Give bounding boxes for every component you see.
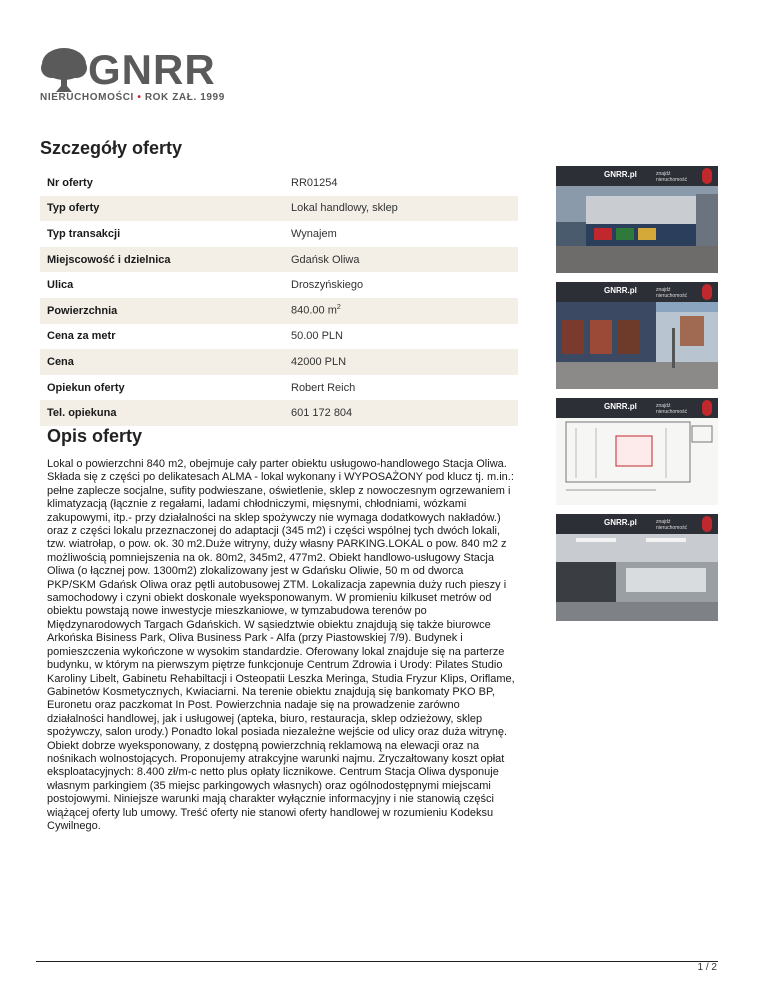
details-value bbox=[284, 272, 518, 298]
tagline-right: ROK ZAŁ. 1999 bbox=[144, 92, 225, 103]
details-row bbox=[40, 272, 518, 298]
details-value-sup: 2 bbox=[336, 304, 341, 312]
details-row bbox=[40, 324, 518, 350]
details-value bbox=[284, 170, 518, 196]
photo-gallery bbox=[556, 166, 718, 630]
photo-shop-interior[interactable] bbox=[556, 514, 718, 621]
company-logo bbox=[38, 46, 228, 108]
details-row bbox=[40, 298, 518, 324]
details-row bbox=[40, 400, 518, 426]
location-pin-icon bbox=[702, 168, 712, 184]
photo-brand: GNRR.pl bbox=[604, 170, 637, 179]
details-value-text: Droszyńskiego bbox=[291, 279, 364, 292]
photo-floor-plan[interactable] bbox=[556, 398, 718, 505]
details-row bbox=[40, 221, 518, 247]
details-value-text: Robert Reich bbox=[291, 381, 356, 394]
logo-tagline bbox=[40, 92, 225, 103]
details-label: Powierzchnia bbox=[40, 298, 284, 324]
details-title: Szczegóły oferty bbox=[40, 138, 183, 158]
details-row bbox=[40, 247, 518, 273]
details-value bbox=[284, 375, 518, 401]
details-value-text: 50.00 PLN bbox=[291, 330, 343, 343]
details-row bbox=[40, 375, 518, 401]
details-label: Tel. opiekuna bbox=[40, 400, 284, 426]
footer-divider bbox=[36, 961, 718, 962]
details-value-text: Wynajem bbox=[291, 227, 337, 240]
photo-badge-text: znajdź nieruchomość bbox=[656, 171, 688, 183]
details-value-text: Lokal handlowy, sklep bbox=[291, 202, 398, 215]
details-value bbox=[284, 324, 518, 350]
description-title: Opis oferty bbox=[47, 426, 143, 446]
details-label: Miejscowość i dzielnica bbox=[40, 247, 284, 273]
photo-badge-text: znajdź nieruchomość bbox=[656, 287, 688, 299]
details-label: Typ oferty bbox=[40, 196, 284, 222]
photo-brand: GNRR.pl bbox=[604, 286, 637, 295]
details-table bbox=[40, 170, 518, 426]
details-value bbox=[284, 247, 518, 273]
location-pin-icon bbox=[702, 516, 712, 532]
details-value bbox=[284, 298, 518, 324]
details-value-text: 42000 PLN bbox=[291, 355, 347, 368]
photo-badge-text: znajdź nieruchomość bbox=[656, 519, 688, 531]
details-value bbox=[284, 400, 518, 426]
details-label: Nr oferty bbox=[47, 176, 93, 189]
photo-brand: GNRR.pl bbox=[604, 518, 637, 527]
photo-building-exterior[interactable] bbox=[556, 166, 718, 273]
details-value-text: Gdańsk Oliwa bbox=[291, 253, 360, 266]
details-row bbox=[40, 170, 518, 196]
details-label: Cena bbox=[40, 349, 284, 375]
description-text: Lokal o powierzchni 840 m2, obejmuje cały parter obiektu usługowo-handlowego Stacja Oliwa. Składa się z części po delikatesach ALMA - lokal wykonany i WYPOSAŻONY pod klucz tj. m.in.: pełne zaplecze socjalne, sufity podwieszane, oświetlenie, sklep z nowoczesnym ogrzewaniem i klimatyzacją (łącznie z regałami, ladami chłodniczymi, mięsnymi, chłodniami, wózkami zakupowymi, itp.- przy działalności na sklep spożywczy nie wymaga dodatkowych nakładów.) oraz z części lokalu przeznaczonej do adaptacji (345 m2) i części wspólnej tych dwóch lokali, tzw. wiatrołap, o pow. ok. 30 m2.Duże witryny, duży własny PARKING.LOKAL o pow. 840 m2 z możliwością pomniejszenia na ok. 80m2, 345m2, 477m2. Obiekt handlowo-usługowy Stacja Oliwa (o łącznej pow. 1300m2) zlokalizowany jest w Gdańsku Oliwie, 50 m od dworca PKP/SKM Gdańsk Oliwa oraz pętli autobusowej ZTM. Lokalizacja zapewnia duży ruch pieszy i samochodowy i czyni obiekt doskonale wyeksponowanym. W promieniu kilkuset metrów od obiektu powstają nowe inwestycje mieszkaniowe, w tymzabudowa terenów po Międzynarodowych Targach Gdańskich. W sąsiedztwie obiektu znajdują się także biurowce Arkońska Bisiness Park, Oliva Business Park - Alfa (przy Piastowskiej 7/9). Budynek i pomieszczenia wykończone w wysokim standardzie. Oferowany lokal znajduje się na parterze budynku, w którym na pierwszym piętrze funkcjonuje Centrum Zdrowia i Urody: Pilates Studio Karoliny Libelt, Gabinetu Rehabiltacji i Osteopatii Leszka Meringa, Studia Fryzur Klips, Oriflame, Gabinetów Kosmetycznych, Kwiaciarni. Na terenie obiektu znajdują się bankomaty PKO BP, Euronetu oraz paczkomat In Post. Powierzchnia nadaje się na prowadzenie zarówno działalności handlowej, jak i usługowej (apteka, biuro, restauracja, sklep odzieżowy, sklep spożywczy, salon urody.) Ponadto lokal posiada niezależne wejście od ulicy oraz duża witrynę. Obiekt dobrze wyeksponowany, z dostępną powierzchnią reklamową na elewacji oraz na nośnikach wolnostojących. Proponujemy atrakcyjne warunki najmu. Zryczałtowany koszt opłat eksploatacyjnych: 8.400 zł/m-c netto plus opłaty licznikowe. Centrum Stacja Oliwa dysponuje własnym parkingiem (35 miejsc parkingowych własnych) oraz ogólnodostępnymi miejscami postojowymi. Niniejsze warunki mają charakter wyłącznie informacyjny i nie stanowią części wiążącej oferty lub umowy. Treść oferty nie stanowi oferty handlowej w rozumieniu Kodeksu Cywilnego. bbox=[47, 458, 515, 832]
photo-badge-text: znajdź nieruchomość bbox=[656, 403, 688, 415]
details-label: Opiekun oferty bbox=[47, 381, 125, 394]
details-value bbox=[284, 196, 518, 222]
details-value-text: 840.00 m bbox=[291, 305, 337, 318]
details-value bbox=[284, 349, 518, 375]
page-number: 1 / 2 bbox=[697, 962, 717, 973]
details-label: Cena za metr bbox=[47, 330, 116, 343]
details-label: Typ transakcji bbox=[47, 227, 121, 240]
tree-icon bbox=[38, 46, 90, 96]
logo-brand: GNRR bbox=[88, 46, 216, 93]
details-value-text: 601 172 804 bbox=[291, 407, 353, 420]
details-row bbox=[40, 196, 518, 222]
photo-brand: GNRR.pl bbox=[604, 402, 637, 411]
details-row bbox=[40, 349, 518, 375]
location-pin-icon bbox=[702, 400, 712, 416]
details-value bbox=[284, 221, 518, 247]
photo-storefront[interactable] bbox=[556, 282, 718, 389]
tagline-left: NIERUCHOMOŚCI bbox=[40, 92, 134, 103]
details-value-text: RR01254 bbox=[291, 176, 338, 189]
details-label: Ulica bbox=[47, 279, 74, 292]
tagline-separator: • bbox=[137, 92, 142, 103]
location-pin-icon bbox=[702, 284, 712, 300]
